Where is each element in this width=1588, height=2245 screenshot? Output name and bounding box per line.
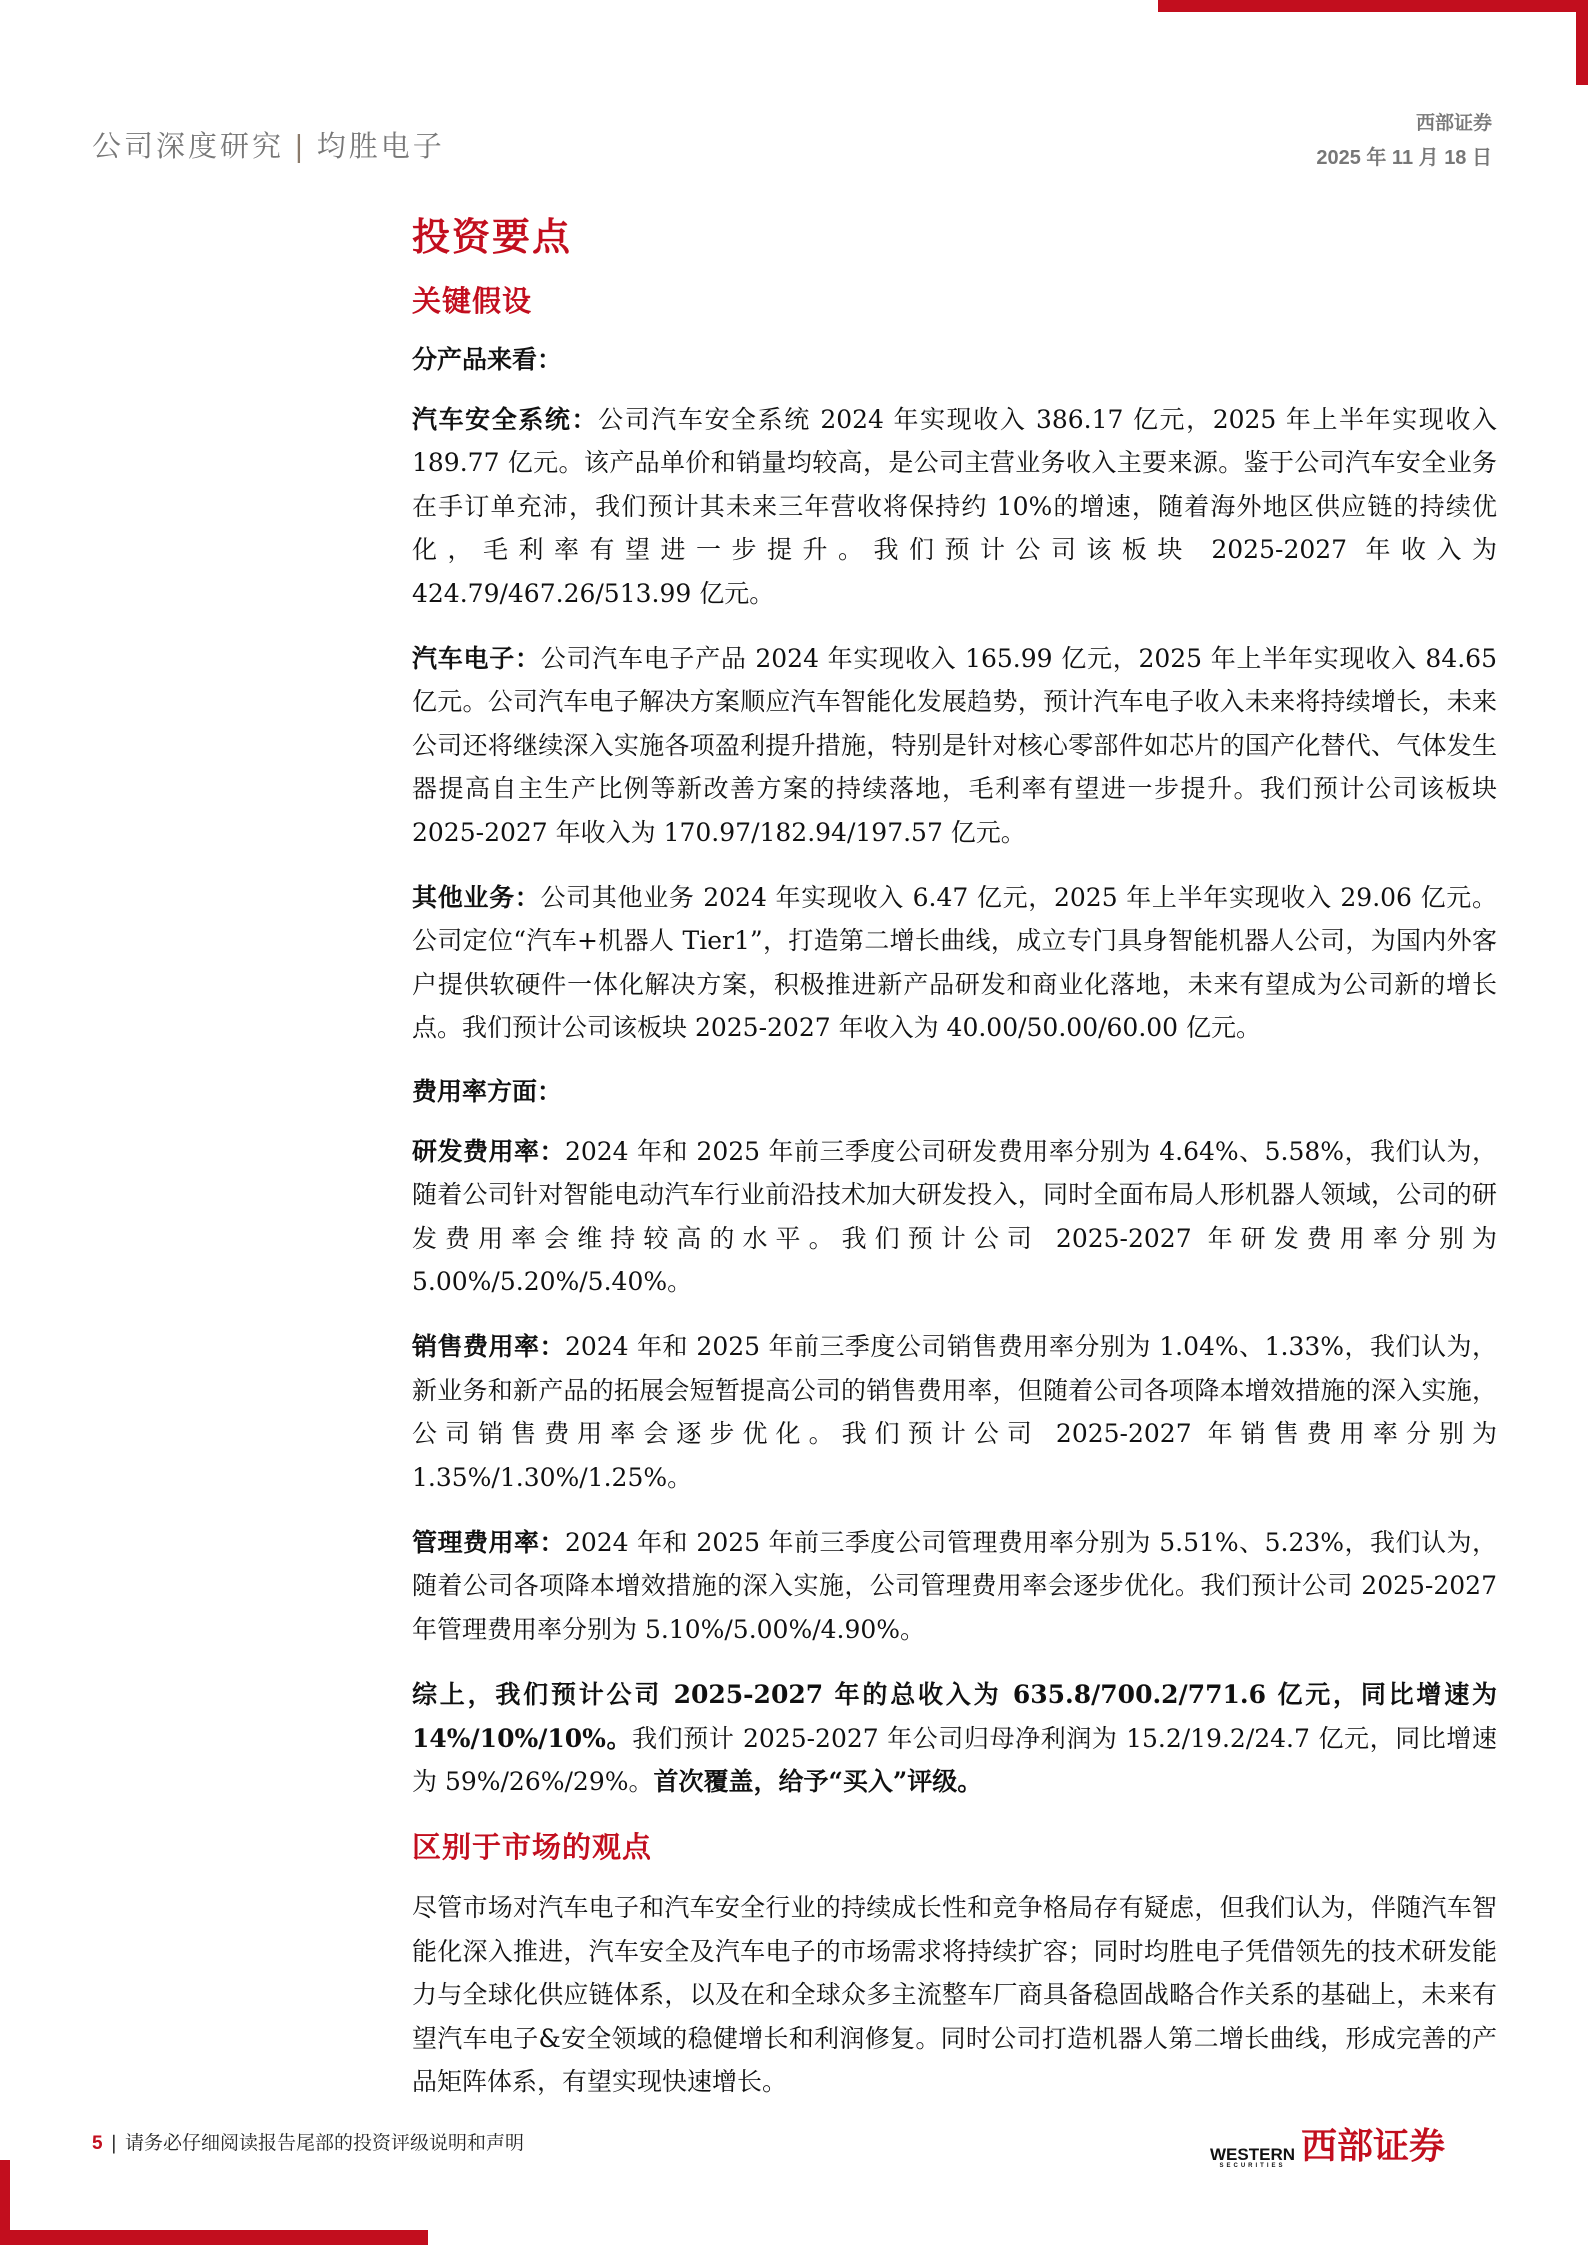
logo-en-sub: SECURITIES <box>1219 2163 1286 2169</box>
paragraph-bold-text: 综上，我们预计公司 2025-2027 年的总收入为 635.8/700.2/771.6 亿元，同比增速为 14%/10%/10%。 <box>412 1680 1497 1753</box>
paragraph-bold-text: 其他业务： <box>412 883 541 913</box>
paragraph-bold-text: 汽车电子： <box>412 644 541 674</box>
section-heading-market-view: 区别于市场的观点 <box>412 1830 653 1865</box>
paragraph-text: 我们预计 2025-2027 年公司归母净利润为 15.2/19.2/24.7 亿元，同比增速为 59%/26%/29%。 <box>412 1723 1497 1796</box>
expense-paragraphs <box>412 1130 1497 1804</box>
logo-en-text: WESTERN <box>1210 2145 1295 2164</box>
paragraph <box>412 1325 1497 1499</box>
footer-separator: | <box>110 2132 117 2154</box>
paragraph <box>412 398 1497 615</box>
logo-english <box>1210 2146 1295 2169</box>
paragraph-bold-text: 销售费用率： <box>412 1332 565 1362</box>
paragraph <box>412 876 1497 1050</box>
paragraph-text: 尽管市场对汽车电子和汽车安全行业的持续成长性和竞争格局存有疑虑，但我们认为，伴随汽车智能化深入推进，汽车安全及汽车电子的市场需求将持续扩容；同时均胜电子凭借领先的技术研发能力与全球化供应链体系，以及在和全球众多主流整车厂商具备稳固战略合作关系的基础上，未来有望汽车电子&安全领域的稳健增长和利润修复。同时公司打造机器人第二增长曲线，形成完善的产品矩阵体系，有望实现快速增长。 <box>412 1893 1497 2096</box>
section-heading-key-assumptions: 关键假设 <box>412 284 533 318</box>
paragraph-text: 公司其他业务 2024 年实现收入 6.47 亿元，2025 年上半年实现收入 29.06 亿元。公司定位“汽车+机器人 Tier1”，打造第二增长曲线，成立专门具身智能机器人公司，为国内外客户提供软硬件一体化解决方案，积极推进新产品研发和商业化落地，未来有望成为公司新的增长点。我们预计公司该板块 2025-2027 年收入为 40.00/50.00/60.00 亿元。 <box>412 883 1497 1043</box>
market-view-paragraphs <box>412 1886 1497 2103</box>
paragraph-bold-text: 研发费用率： <box>412 1136 565 1166</box>
western-securities-logo <box>1210 2118 1445 2169</box>
report-type: 公司深度研究 <box>92 129 285 163</box>
paragraph-text: 公司汽车电子产品 2024 年实现收入 165.99 亿元，2025 年上半年实现收入 84.65 亿元。公司汽车电子解决方案顺应汽车智能化发展趋势，预计汽车电子收入未来将持续增长，未来公司还将继续深入实施各项盈利提升措施，特别是针对核心零部件如芯片的国产化替代、气体发生器提高自主生产比例等新改善方案的持续落地，毛利率有望进一步提升。我们预计公司该板块 2025-2027 年收入为 170.97/182.94/197.57 亿元。 <box>412 644 1497 847</box>
broker-name: 西部证券 <box>1415 113 1492 134</box>
decorative-right-bar <box>1576 0 1588 85</box>
decorative-top-bar <box>1158 0 1588 12</box>
paragraph-bold-text: 汽车安全系统： <box>412 405 599 434</box>
company-name: 均胜电子 <box>316 129 445 163</box>
paragraph-text: 2024 年和 2025 年前三季度公司研发费用率分别为 4.64%、5.58%，我们认为，随着公司针对智能电动汽车行业前沿技术加大研发投入，同时全面布局人形机器人领域，公司的研发费用率会维持较高的水平。我们预计公司 2025-2027 年研发费用率分别为 5.00%/5.20%/5.40%。 <box>412 1136 1497 1296</box>
paragraph <box>412 637 1497 854</box>
paragraph-text: 2024 年和 2025 年前三季度公司管理费用率分别为 5.51%、5.23%，我们认为，随着公司各项降本增效措施的深入实施，公司管理费用率会逐步优化。我们预计公司 2025-2027 年管理费用率分别为 5.10%/5.00%/4.90%。 <box>412 1527 1497 1644</box>
paragraph-bold-text: 管理费用率： <box>412 1527 565 1557</box>
header-meta <box>1316 108 1492 170</box>
subheading-expenses: 费用率方面： <box>412 1076 563 1106</box>
paragraph-text: 2024 年和 2025 年前三季度公司销售费用率分别为 1.04%、1.33%，我们认为，新业务和新产品的拓展会短暂提高公司的销售费用率，但随着公司各项降本增效措施的深入实施，公司销售费用率会逐步优化。我们预计公司 2025-2027 年销售费用率分别为 1.35%/1.30%/1.25%。 <box>412 1332 1497 1492</box>
paragraph <box>412 1521 1497 1651</box>
paragraph <box>412 1130 1497 1304</box>
footer <box>92 2128 524 2155</box>
footer-disclaimer: 请务必仔细阅读报告尾部的投资评级说明和声明 <box>124 2132 524 2154</box>
product-paragraphs <box>412 398 1497 1050</box>
decorative-bottom-bar <box>0 2230 428 2245</box>
subheading-by-product: 分产品来看： <box>412 345 563 374</box>
main-content <box>412 206 1497 2125</box>
page-number: 5 <box>92 2133 103 2154</box>
paragraph <box>412 1886 1497 2103</box>
report-header <box>92 124 445 165</box>
paragraph <box>412 1673 1497 1803</box>
report-date: 2025 年 11 月 18 日 <box>1316 147 1492 169</box>
logo-chinese: 西部证券 <box>1301 2126 1446 2167</box>
page-title: 投资要点 <box>412 214 573 259</box>
paragraph-text: 公司汽车安全系统 2024 年实现收入 386.17 亿元，2025 年上半年实现收入 189.77 亿元。该产品单价和销量均较高，是公司主营业务收入主要来源。鉴于公司汽车安全业务在手订单充沛，我们预计其未来三年营收将保持约 10%的增速，随着海外地区供应链的持续优化，毛利率有望进一步提升。我们预计公司该板块 2025-2027 年收入为 424.79/467.26/513.99 亿元。 <box>412 405 1497 608</box>
paragraph-bold-text: 首次覆盖，给予“买入”评级。 <box>653 1766 983 1796</box>
header-separator: | <box>294 129 307 163</box>
